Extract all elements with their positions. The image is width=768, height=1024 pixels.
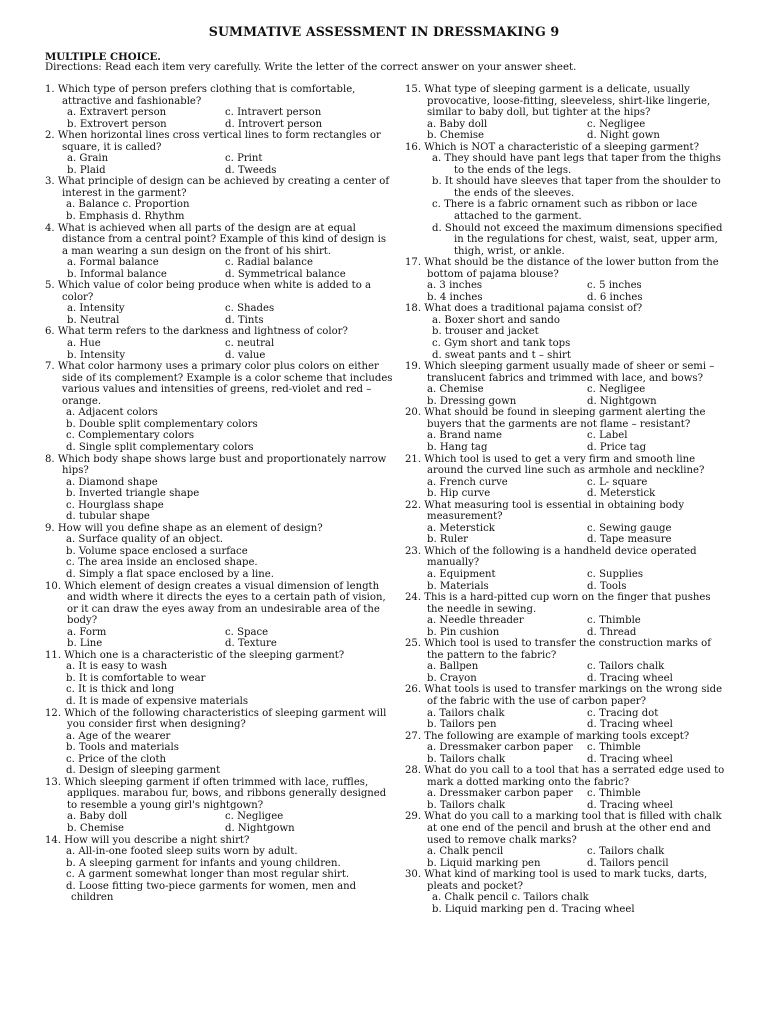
answer-options-row [405, 292, 730, 304]
answer-option: d. Tracing wheel [587, 719, 673, 731]
answer-option: b. Inverted triangle shape [66, 488, 200, 500]
answer-option: b. Informal balance [67, 268, 167, 280]
answer-options-row [405, 615, 730, 627]
answer-options-row [405, 534, 730, 546]
question-item [45, 326, 395, 361]
question-item [405, 500, 730, 546]
answer-option: a. Chalk pencil [427, 846, 504, 858]
question-item [405, 454, 730, 500]
question-stem: 26. What tools is used to transfer markings on the wrong side of the fabric with the use of carbon paper? [405, 684, 723, 707]
question-item [45, 777, 395, 835]
answer-option: c. Negligee [587, 384, 646, 396]
question-stem: 8. Which body shape shows large bust and proportionately narrow hips? [45, 453, 387, 477]
answer-options-row [45, 119, 395, 131]
answer-options-row [405, 742, 730, 754]
answer-options-row [405, 280, 730, 292]
answer-option: c. Thimble [587, 742, 641, 754]
answer-option: a. All-in-one footed sleep suits worn by adult. [66, 846, 298, 858]
answer-option: a. Needle threader [427, 615, 524, 627]
answer-option: d. Tweeds [225, 164, 277, 176]
answer-option: a. Meterstick [427, 522, 495, 534]
directions: Directions: Read each item very carefully. Write the letter of the correct answer on your answer sheet. [45, 62, 577, 73]
answer-option: a. It is easy to wash [66, 661, 168, 673]
answer-option: b. Volume space enclosed a surface [66, 545, 248, 557]
answer-options-row [45, 315, 395, 327]
answer-option: a. They should have pant legs that taper from the thighs to the ends of the legs. [432, 153, 721, 176]
answer-options-row [405, 130, 730, 142]
question-stem: 30. What kind of marking tool is used to mark tucks, darts, pleats and pocket? [405, 869, 708, 892]
question-item [45, 523, 395, 581]
answer-option: d. Tints [225, 314, 264, 326]
question-stem: 23. Which of the following is a handheld device operated manually? [405, 545, 697, 569]
answer-option: b. Emphasis d. Rhythm [66, 211, 185, 223]
answer-option: b. Intensity [67, 349, 126, 361]
question-item [45, 176, 395, 222]
question-item [405, 361, 730, 407]
question-stem: 19. Which sleeping garment usually made of sheer or semi – translucent fabrics and trimmed with lace, and bows? [405, 361, 715, 384]
answer-option: d. Meterstick [587, 488, 656, 500]
section-heading: MULTIPLE CHOICE. [45, 51, 161, 63]
question-item [45, 708, 395, 777]
answer-option: a. French curve [427, 476, 508, 488]
answer-option: a. Extravert person [67, 107, 167, 119]
answer-option: d. 6 inches [587, 291, 643, 303]
page-title: SUMMATIVE ASSESSMENT IN DRESSMAKING 9 [208, 24, 560, 39]
question-item [405, 684, 730, 730]
answer-option: b. Plaid [67, 164, 106, 176]
answer-option: a. Brand name [427, 430, 502, 442]
answer-options-row [405, 754, 730, 766]
answer-option: b. Tailors pen [427, 719, 497, 731]
question-item [405, 811, 730, 869]
answer-options-row [405, 396, 730, 408]
answer-option: c. 5 inches [587, 280, 642, 292]
answer-options-row [405, 384, 730, 396]
question-item [45, 650, 395, 708]
answer-option: b. Line [67, 638, 103, 650]
answer-option: b. Tailors chalk [427, 799, 506, 811]
answer-options-row [405, 673, 730, 685]
question-stem: 17. What should be the distance of the lower button from the bottom of pajama blouse? [405, 257, 719, 280]
question-stem: 16. Which is NOT a characteristic of a sleeping garment? [405, 141, 699, 153]
question-item [405, 142, 730, 257]
question-stem: 20. What should be found in sleeping garment alerting the buyers that the garments are not flame – resistant? [405, 407, 706, 430]
question-item [405, 257, 730, 303]
answer-options-row [405, 788, 730, 800]
answer-option: d. Introvert person [225, 118, 323, 130]
answer-option: c. Print [225, 153, 263, 165]
answer-option: b. Chemise [67, 823, 125, 834]
answer-options-row [45, 153, 395, 165]
answer-option: b. It should have sleeves that taper from the shoulder to the ends of the sleeves. [432, 176, 721, 199]
answer-option: b. Dressing gown [427, 395, 517, 407]
answer-option: a. Intensity [67, 303, 125, 315]
question-item [405, 731, 730, 766]
answer-options-row [45, 627, 395, 639]
question-item [45, 361, 395, 453]
answer-option: c. Thimble [587, 788, 641, 800]
answer-option: b. Chemise [427, 130, 485, 142]
question-item [45, 581, 395, 650]
answer-option: c. Gym short and tank tops [432, 338, 571, 350]
answer-options-row [405, 119, 730, 131]
answer-option: d. Price tag [587, 441, 647, 453]
question-item [405, 546, 730, 592]
question-item [405, 407, 730, 453]
question-item [45, 835, 395, 904]
answer-option: b. Extrovert person [67, 118, 167, 130]
question-stem: 11. Which one is a characteristic of the sleeping garment? [45, 649, 345, 661]
answer-option: d. Symmetrical balance [225, 268, 346, 280]
question-stem: 15. What type of sleeping garment is a delicate, usually provocative, loose-fitting, sleeveless, shirt-like lingerie, similar to baby doll, but tighter at the hips? [405, 84, 711, 119]
answer-option: c. Shades [225, 303, 275, 315]
answer-option: d. Texture [225, 638, 277, 650]
answer-option: a. Dressmaker carbon paper [427, 788, 573, 800]
answer-option: d. Loose fitting two-piece garments for women, men and children [66, 880, 357, 904]
answer-option: d. Tailors pencil [587, 857, 669, 869]
answer-options-row [45, 303, 395, 315]
answer-options-row [45, 823, 395, 835]
answer-options-row [45, 638, 395, 650]
answer-options-row [45, 338, 395, 350]
question-stem: 5. Which value of color being produce when white is added to a color? [45, 280, 372, 303]
answer-options-row [405, 477, 730, 489]
answer-option: c. Label [587, 430, 628, 442]
answer-option: d. Tracing wheel [587, 753, 673, 765]
question-item [405, 84, 730, 142]
question-stem: 4. What is achieved when all parts of the design are at equal distance from a central point? Example of this kind of design is a man wearing a sun design on the front of his shirt. [45, 222, 387, 257]
answer-option: a. Equipment [427, 568, 496, 580]
question-stem: 10. Which element of design creates a visual dimension of length and width where it directs the eyes to a certain path of vision, or it can draw the eyes away from an undesirable area of the body? [45, 580, 386, 627]
answer-option: b. Materials [427, 580, 489, 592]
answer-option: b. Double split complementary colors [66, 418, 258, 430]
answer-options-row [405, 488, 730, 500]
answer-option: d. Simply a flat space enclosed by a line. [66, 568, 274, 580]
answer-option: d. It is made of expensive materials [66, 695, 248, 707]
answer-option: c. Supplies [587, 568, 644, 580]
answer-options-row [405, 581, 730, 593]
question-item [405, 765, 730, 811]
answer-option: a. Hue [67, 338, 101, 350]
question-stem: 7. What color harmony uses a primary color plus colors on either side of its complement? Example is a color scheme that includes various values and intensities of greens, red-violet and red –orange. [45, 361, 393, 407]
answer-option: d. Design of sleeping garment [66, 765, 221, 777]
answer-options-row [405, 846, 730, 858]
question-stem: 14. How will you describe a night shirt? [45, 834, 250, 846]
answer-option: c. Tailors chalk [587, 661, 665, 673]
answer-option: d. tubular shape [66, 511, 150, 523]
answer-option: a. Chalk pencil c. Tailors chalk [432, 892, 589, 904]
left-column [45, 84, 395, 904]
answer-option: d. Tape measure [587, 534, 672, 546]
answer-option: b. 4 inches [427, 291, 483, 303]
answer-option: c. Complementary colors [66, 430, 195, 442]
answer-option: c. Radial balance [225, 257, 313, 269]
question-stem: 25. Which tool is used to transfer the construction marks of the pattern to the fabric? [405, 638, 711, 661]
answer-option: c. Negligee [587, 118, 646, 130]
answer-option: c. neutral [225, 338, 275, 350]
answer-option: b. trouser and jacket [432, 326, 539, 338]
question-stem: 28. What do you call to a tool that has a serrated edge used to mark a dotted marking onto the fabric? [405, 765, 725, 788]
answer-option: d. Night gown [587, 130, 660, 142]
answer-options-row [405, 523, 730, 535]
answer-option: b. Pin cushion [427, 626, 500, 638]
answer-option: b. Hang tag [427, 441, 488, 453]
answer-option: a. 3 inches [427, 280, 483, 292]
answer-options-row [45, 350, 395, 362]
answer-option: d. sweat pants and t – shirt [432, 349, 571, 361]
answer-option: c. The area inside an enclosed shape. [66, 557, 258, 569]
answer-options-row [405, 708, 730, 720]
question-stem: 18. What does a traditional pajama consist of? [405, 303, 643, 315]
answer-option: c. Space [225, 626, 269, 638]
question-stem: 29. What do you call to a marking tool that is filled with chalk at one end of the pencil and brush at the other end and used to remove chalk marks? [405, 811, 722, 846]
answer-option: a. Surface quality of an object. [66, 534, 223, 546]
answer-option: a. Baby doll [67, 811, 128, 823]
answer-options-row [45, 811, 395, 823]
answer-option: c. Hourglass shape [66, 499, 164, 511]
answer-option: a. Baby doll [427, 118, 488, 130]
answer-option: c. There is a fabric ornament such as ribbon or lace attached to the garment. [432, 199, 698, 223]
answer-options-row [405, 661, 730, 673]
answer-option: b. Tools and materials [66, 742, 179, 754]
answer-option: a. Form [67, 626, 107, 638]
answer-option: b. Tailors chalk [427, 753, 506, 765]
answer-option: a. Tailors chalk [427, 707, 505, 719]
answer-options-row [45, 107, 395, 119]
answer-option: b. It is comfortable to wear [66, 672, 206, 684]
question-stem: 22. What measuring tool is essential in obtaining body measurement? [405, 499, 685, 523]
question-stem: 24. This is a hard-pitted cup worn on the finger that pushes the needle in sewing. [405, 592, 711, 615]
answer-options-row [405, 569, 730, 581]
question-stem: 6. What term refers to the darkness and lightness of color? [45, 326, 348, 338]
question-item [45, 280, 395, 326]
answer-option: d. Nightgown [225, 823, 295, 834]
answer-options-row [45, 165, 395, 177]
answer-option: a. Age of the wearer [66, 730, 171, 742]
answer-option: b. A sleeping garment for infants and young children. [66, 857, 341, 869]
answer-option: a. Adjacent colors [66, 407, 158, 419]
question-stem: 1. Which type of person prefers clothing that is comfortable, attractive and fashionable? [45, 84, 356, 107]
answer-option: b. Hip curve [427, 488, 491, 500]
answer-option: d. Should not exceed the maximum dimensions specified in the regulations for chest, waist, seat, upper arm, thigh, wrist, or ankle. [432, 222, 723, 257]
answer-option: a. Boxer short and sando [432, 314, 560, 326]
answer-option: c. Tailors chalk [587, 846, 665, 858]
answer-option: a. Diamond shape [66, 476, 158, 488]
answer-option: c. A garment somewhat longer than most regular shirt. [66, 869, 350, 881]
question-stem: 27. The following are example of marking tools except? [405, 730, 690, 742]
answer-option: c. Tracing dot [587, 707, 659, 719]
answer-option: a. Ballpen [427, 661, 479, 673]
answer-option: b. Neutral [67, 314, 120, 326]
answer-options-row [405, 442, 730, 454]
question-stem: 13. Which sleeping garment if often trimmed with lace, ruffles, appliques. marabou fur, bows, and ribbons generally designed to resemble a young girl's nightgown? [45, 776, 387, 811]
answer-options-row [45, 269, 395, 281]
question-stem: 21. Which tool is used to get a very firm and smooth line around the curved line such as armhole and neckline? [405, 453, 705, 477]
answer-option: c. Negligee [225, 811, 284, 823]
answer-option: a. Formal balance [67, 257, 159, 269]
answer-option: d. Thread [587, 626, 637, 638]
question-stem: 3. What principle of design can be achieved by creating a center of interest in the garment? [45, 176, 390, 199]
answer-option: d. value [225, 349, 266, 361]
question-item [405, 303, 730, 361]
answer-options-row [405, 627, 730, 639]
question-item [45, 454, 395, 523]
answer-option: c. Price of the cloth [66, 753, 167, 765]
answer-option: b. Crayon [427, 672, 477, 684]
answer-option: c. Thimble [587, 615, 641, 627]
answer-option: d. Tracing wheel [587, 799, 673, 811]
question-stem: 2. When horizontal lines cross vertical lines to form rectangles or square, it is called? [45, 130, 381, 153]
answer-option: d. Single split complementary colors [66, 441, 254, 453]
answer-options-row [405, 719, 730, 731]
answer-option: c. Sewing gauge [587, 522, 672, 534]
answer-option: b. Liquid marking pen d. Tracing wheel [432, 903, 635, 915]
right-column [405, 84, 730, 915]
question-item [405, 592, 730, 638]
question-item [45, 130, 395, 176]
answer-option: d. Tracing wheel [587, 672, 673, 684]
answer-options-row [405, 430, 730, 442]
answer-option: a. Balance c. Proportion [66, 199, 190, 211]
answer-options-row [45, 257, 395, 269]
question-item [45, 84, 395, 130]
answer-option: c. It is thick and long [66, 684, 175, 696]
answer-options-row [405, 800, 730, 812]
answer-option: b. Ruler [427, 534, 469, 546]
answer-option: d. Tools [587, 580, 627, 592]
answer-option: a. Dressmaker carbon paper [427, 742, 573, 754]
question-item [405, 869, 730, 915]
answer-option: c. L- square [587, 476, 648, 488]
answer-option: a. Grain [67, 153, 109, 165]
answer-option: c. Intravert person [225, 107, 322, 119]
question-item [405, 638, 730, 684]
answer-option: b. Liquid marking pen [427, 857, 541, 869]
answer-option: a. Chemise [427, 384, 484, 396]
answer-options-row [405, 858, 730, 870]
question-item [45, 223, 395, 281]
answer-option: d. Nightgown [587, 395, 657, 407]
question-stem: 9. How will you define shape as an element of design? [45, 522, 323, 534]
question-stem: 12. Which of the following characteristics of sleeping garment will you consider first when designing? [45, 707, 387, 731]
